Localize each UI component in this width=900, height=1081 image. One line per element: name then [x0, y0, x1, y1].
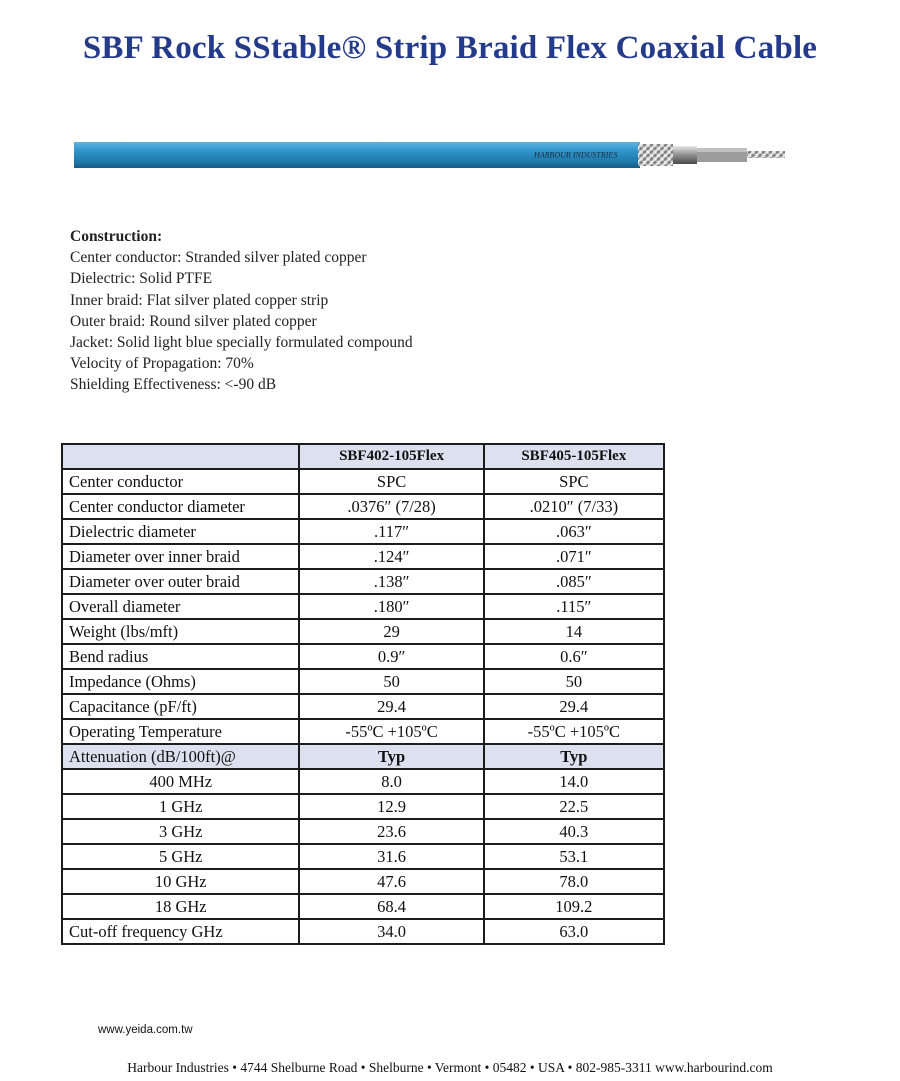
table-row	[62, 494, 664, 519]
construction-line: Jacket: Solid light blue specially formulated compound	[70, 334, 413, 352]
center-conductor	[747, 151, 785, 158]
cell: 68.4	[299, 894, 483, 919]
header-cell: SBF405-105Flex	[484, 444, 664, 469]
page-title: SBF Rock SStable® Strip Braid Flex Coaxial Cable	[82, 30, 818, 66]
cell: 14.0	[484, 769, 664, 794]
cell: .0376″ (7/28)	[299, 494, 483, 519]
cell: 29	[299, 619, 483, 644]
row-label: Bend radius	[62, 644, 299, 669]
cell: 29.4	[484, 694, 664, 719]
cell: 31.6	[299, 844, 483, 869]
cell: .115″	[484, 594, 664, 619]
inner-strip-braid	[673, 146, 697, 164]
cell: 53.1	[484, 844, 664, 869]
attenuation-row	[62, 794, 664, 819]
cell: .124″	[299, 544, 483, 569]
cell: -55ºC +105ºC	[299, 719, 483, 744]
cell: .117″	[299, 519, 483, 544]
table-row	[62, 694, 664, 719]
cell: 29.4	[299, 694, 483, 719]
cell: 0.9″	[299, 644, 483, 669]
cell: .180″	[299, 594, 483, 619]
cell: 63.0	[484, 919, 664, 944]
outer-braid	[638, 144, 673, 166]
cell: 109.2	[484, 894, 664, 919]
website-url: www.yeida.com.tw	[98, 1024, 193, 1036]
row-label: Weight (lbs/mft)	[62, 619, 299, 644]
row-label: Dielectric diameter	[62, 519, 299, 544]
cell: 22.5	[484, 794, 664, 819]
frequency-label: 18 GHz	[62, 894, 299, 919]
cell: 0.6″	[484, 644, 664, 669]
construction-line: Velocity of Propagation: 70%	[70, 355, 254, 373]
construction-heading: Construction:	[70, 228, 163, 245]
row-label: Diameter over inner braid	[62, 544, 299, 569]
frequency-label: 5 GHz	[62, 844, 299, 869]
table-row	[62, 569, 664, 594]
table-row	[62, 619, 664, 644]
cell: SPC	[299, 469, 483, 494]
cell: 40.3	[484, 819, 664, 844]
table-header-row	[62, 444, 664, 469]
cell: 34.0	[299, 919, 483, 944]
table-row	[62, 919, 664, 944]
construction-line: Inner braid: Flat silver plated copper strip	[70, 291, 329, 309]
cell: -55ºC +105ºC	[484, 719, 664, 744]
row-label: Diameter over outer braid	[62, 569, 299, 594]
attenuation-header-row	[62, 744, 664, 769]
row-label: Operating Temperature	[62, 719, 299, 744]
frequency-label: 1 GHz	[62, 794, 299, 819]
row-label: Center conductor diameter	[62, 494, 299, 519]
cell: 23.6	[299, 819, 483, 844]
table-row	[62, 469, 664, 494]
row-label: Center conductor	[62, 469, 299, 494]
cell: .071″	[484, 544, 664, 569]
footer-address: Harbour Industries • 4744 Shelburne Road • Shelburne • Vermont • 05482 • USA • 802-985-3311 www.harbourind.com	[127, 1060, 773, 1075]
cell: 50	[484, 669, 664, 694]
cell: 47.6	[299, 869, 483, 894]
cell: .138″	[299, 569, 483, 594]
construction-line: Outer braid: Round silver plated copper	[70, 312, 317, 330]
cell: 78.0	[484, 869, 664, 894]
frequency-label: 10 GHz	[62, 869, 299, 894]
table-row	[62, 669, 664, 694]
cable-brand-text: HARBOUR INDUSTRIES	[534, 150, 618, 160]
construction-line: Shielding Effectiveness: <-90 dB	[70, 376, 277, 394]
row-label: Cut-off frequency GHz	[62, 919, 299, 944]
row-label: Overall diameter	[62, 594, 299, 619]
header-cell: SBF402-105Flex	[299, 444, 483, 469]
row-label: Attenuation (dB/100ft)@	[62, 744, 299, 769]
attenuation-row	[62, 819, 664, 844]
frequency-label: 400 MHz	[62, 769, 299, 794]
cell: .0210″ (7/33)	[484, 494, 664, 519]
cell: SPC	[484, 469, 664, 494]
table-row	[62, 519, 664, 544]
cell: 50	[299, 669, 483, 694]
row-label: Capacitance (pF/ft)	[62, 694, 299, 719]
cell: 8.0	[299, 769, 483, 794]
header-cell	[62, 444, 299, 469]
construction-line: Dielectric: Solid PTFE	[70, 270, 213, 288]
table-row	[62, 544, 664, 569]
row-label: Impedance (Ohms)	[62, 669, 299, 694]
table-row	[62, 644, 664, 669]
table-row	[62, 719, 664, 744]
construction-line: Center conductor: Stranded silver plated copper	[70, 249, 367, 267]
frequency-label: 3 GHz	[62, 819, 299, 844]
cell: 12.9	[299, 794, 483, 819]
coaxial-cable-image	[74, 138, 789, 172]
cell: Typ	[299, 744, 483, 769]
attenuation-row	[62, 894, 664, 919]
specification-table	[61, 443, 665, 945]
cell: .085″	[484, 569, 664, 594]
attenuation-row	[62, 844, 664, 869]
attenuation-row	[62, 869, 664, 894]
construction-section	[70, 226, 413, 396]
cell: 14	[484, 619, 664, 644]
attenuation-row	[62, 769, 664, 794]
cell: .063″	[484, 519, 664, 544]
cell: Typ	[484, 744, 664, 769]
table-row	[62, 594, 664, 619]
